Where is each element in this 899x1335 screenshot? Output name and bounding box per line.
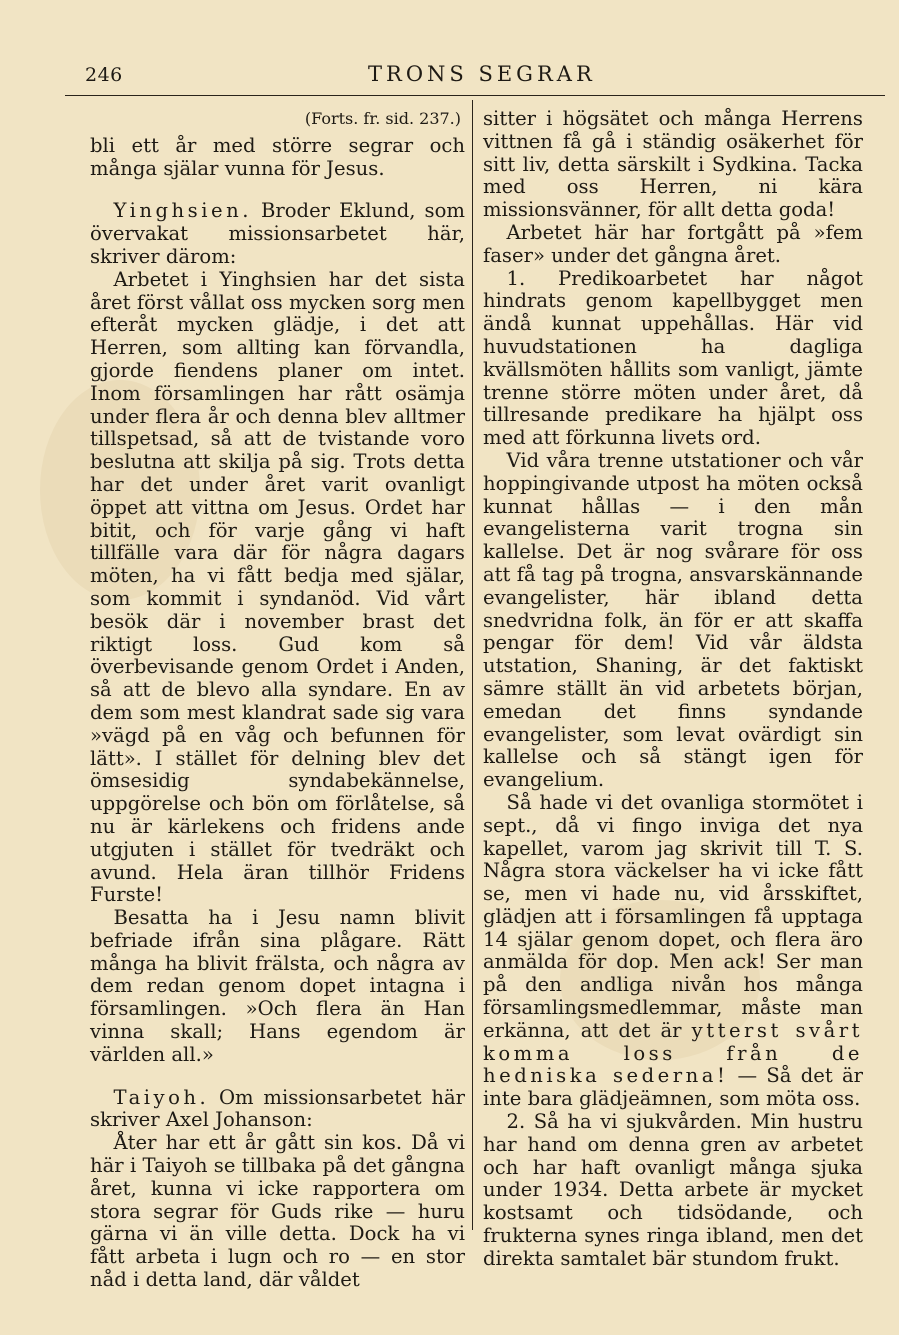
paragraph-text: Om missionsarbetet här skriver Axel Johanson: [90, 1085, 465, 1132]
continuation-note: (Forts. fr. sid. 237.) [304, 109, 461, 128]
page-header [85, 60, 883, 90]
left-column [90, 108, 465, 1292]
place-heading: Yinghsien. [113, 199, 252, 223]
paragraph: Arbetet i Yinghsien har det sista året först vållat oss mycken sorg men efteråt mycken glädje, i det att Herren, som allting kan förvandla, gjorde fiendens planer om intet. Inom församlingen har rått osämja under flera år och denna blev alltmer tillspetsad, så att de tvistande voro beslutna att skilja på sig. Trots detta har det under året varit ovanligt öppet att vittna om Jesus. Ordet har bitit, och för varje gång vi haft tillfälle vara där för några dagars möten, ha vi fått bedja med själar, som kommit i syndanöd. Vid vårt besök där i november brast det riktigt loss. Gud kom så överbevisande genom Ordet i Anden, så att de blevo alla syndare. En av dem som mest klandrat sade sig vara »vägd på en våg och befunnen för lätt». I stället för delning blev det ömsesidig syndabekännelse, uppgörelse och bön om förlåtelse, så nu är kärlekens och fridens ande utgjuten i stället för tvedräkt och avund. Hela äran tillhör Fridens Furste! [90, 267, 465, 907]
page-number: 246 [85, 64, 123, 86]
emphasized-text: ytterst svårt komma loss från de hedniska sederna! [483, 1018, 863, 1088]
paragraph: Arbetet här har fortgått på »fem faser» under det gångna året. [483, 220, 863, 267]
paragraph-text: — Så det är inte bara glädjeämnen, som möta oss. [483, 1064, 864, 1111]
paragraph: Åter har ett år gått sin kos. Då vi här i Taiyoh se tillbaka på det gångna året, kunna vi icke rapportera om stora segrar för Guds rike — huru gärna vi än ville detta. Dock ha vi fått arbeta i lugn och ro — en stor nåd i detta land, där våldet [90, 1131, 465, 1292]
paragraph [90, 200, 465, 268]
paragraph: Vid våra trenne utstationer och vår hoppingivande utpost ha möten också kunnat hållas — i den mån evangelisterna varit trogna sin kallelse. Det är nog svårare för oss att få tag på trogna, ansvarskännande evangelister, här ibland detta snedvridna folk, än för er att skaffa pengar för dem! Vid vår äldsta utstation, Shaning, är det faktiskt sämre ställt än vid arbetets början, emedan det finns syndande evangelister, som levat ovärdigt sin kallelse och så stängt igen för evangelium. [483, 448, 863, 792]
spacer [90, 1067, 465, 1087]
paragraph: Besatta ha i Jesu namn blivit befriade ifrån sina plågare. Rätt många ha blivit frälsta, och några av dem redan genom dopet intagna i församlingen. »Och flera än Han vinna skall; Hans egendom är världen all.» [90, 906, 465, 1066]
paragraph: sitter i högsätet och många Herrens vittnen få gå i ständig osäkerhet för sitt liv, detta särskilt i Sydkina. Tacka med oss Herren, ni kära missionsvänner, för allt detta goda! [483, 107, 863, 222]
header-rule [65, 95, 885, 96]
right-column [483, 108, 863, 1271]
paragraph-text: Så hade vi det ovanliga stormötet i sept., då vi fingo inviga det nya kapellet, varom jag skrivit till T. S. Några stora väckelser ha vi icke fått se, men vi hade nu, vid årsskiftet, glädjen att i församlingen få upptaga 14 själar genom dopet, och flera äro anmälda för dop. Men ack! Ser man på den andliga nivån hos många församlingsmedlemmar, måste man erkänna, att det är [483, 790, 863, 1042]
paragraph-text: Broder Eklund, som övervakat missionsarbetet här, skriver därom: [90, 199, 465, 268]
paragraph: bli ett år med större segrar och många själar vunna för Jesus. [90, 133, 465, 180]
running-title: TRONS SEGRAR [368, 62, 596, 86]
paragraph: 1. Predikoarbetet har något hindrats genom kapellbygget men ändå kunnat uppehållas. Här vid huvudstationen ha dagliga kvällsmöten hållits som vanligt, jämte trenne större möten under året, då tillresande predikare ha hjälpt oss med att förkunna livets ord. [483, 266, 863, 450]
column-divider [472, 100, 473, 1230]
place-heading: Taiyoh. [113, 1085, 210, 1109]
spacer [90, 180, 465, 200]
paragraph [90, 1087, 465, 1133]
paragraph: 2. Så ha vi sjukvården. Min hustru har hand om denna gren av arbetet och har haft ovanligt många sjuka under 1934. Detta arbete är mycket kostsamt och tidsödande, och frukterna synes ringa ibland, men det direkta samtalet bär stundom frukt. [483, 1110, 863, 1270]
paragraph [483, 792, 863, 1111]
